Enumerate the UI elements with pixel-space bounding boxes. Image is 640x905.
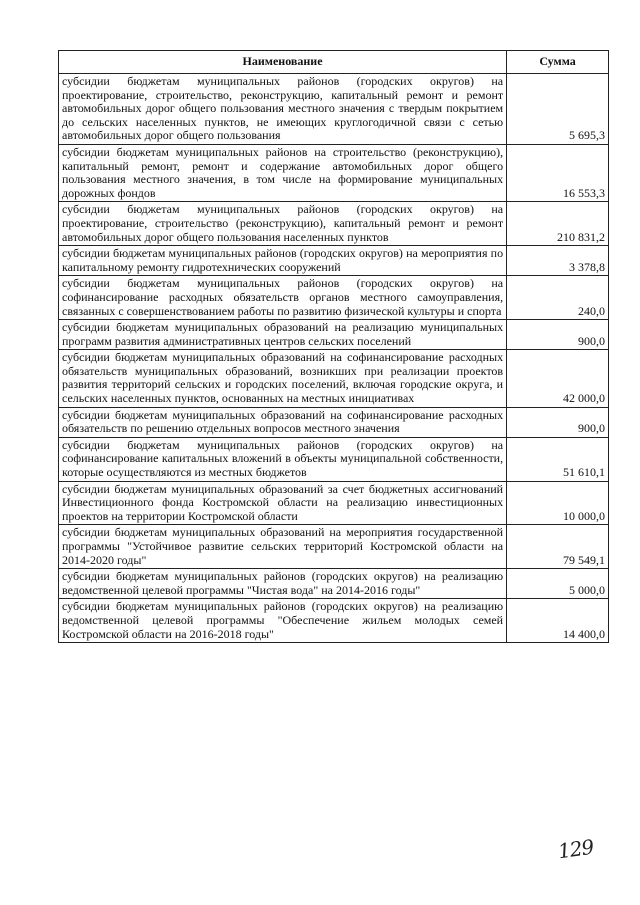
header-name: Наименование [59, 51, 507, 74]
row-name: субсидии бюджетам муниципальных районов (городских округов) на софинансирование расходных обязательств органов местного самоуправления, связанных с совершенствованием работы по развитию физической культуры и спорта [59, 276, 507, 320]
table-row [59, 599, 609, 643]
table-row [59, 525, 609, 569]
row-name: субсидии бюджетам муниципальных образований на мероприятия государственной программы "Устойчивое развитие сельских территорий Костромской области на 2014-2020 годы" [59, 525, 507, 569]
row-name: субсидии бюджетам муниципальных районов (городских округов) на софинансирование капитальных вложений в объекты муниципальной собственности, которые осуществляются из местных бюджетов [59, 437, 507, 481]
row-name: субсидии бюджетам муниципальных образований за счет бюджетных ассигнований Инвестиционного фонда Костромской области на реализацию инвестиционных проектов на территории Костромской области [59, 481, 507, 525]
row-sum: 51 610,1 [507, 437, 609, 481]
table-row [59, 320, 609, 350]
table-row [59, 246, 609, 276]
row-sum: 14 400,0 [507, 599, 609, 643]
row-name: субсидии бюджетам муниципальных районов (городских округов) на проектирование, строительство, реконструкцию, капитальный ремонт и ремонт автомобильных дорог общего пользования местного значения с твердым покрытием до сельских населенных пунктов, не имеющих круглогодичной связи с сетью автомобильных дорог общего пользования [59, 74, 507, 145]
row-sum: 79 549,1 [507, 525, 609, 569]
table-row [59, 407, 609, 437]
row-sum: 16 553,3 [507, 144, 609, 201]
table-row [59, 144, 609, 201]
table-row [59, 74, 609, 145]
row-name: субсидии бюджетам муниципальных образований на софинансирование расходных обязательств по решению отдельных вопросов местного значения [59, 407, 507, 437]
row-sum: 5 000,0 [507, 569, 609, 599]
table-header-row [59, 51, 609, 74]
row-name: субсидии бюджетам муниципальных районов (городских округов) на реализацию ведомственной целевой программы "Обеспечение жильем молодых семей Костромской области на 2016-2018 годы" [59, 599, 507, 643]
table-row [59, 350, 609, 407]
handwritten-page-number: 129 [556, 834, 595, 864]
row-sum: 900,0 [507, 407, 609, 437]
row-name: субсидии бюджетам муниципальных образований на софинансирование расходных обязательств муниципальных образований, возникших при реализации проектов развития территорий сельских и городских поселений, включая городские округа, и сельских населенных пунктов, основанных на местных инициативах [59, 350, 507, 407]
row-name: субсидии бюджетам муниципальных районов (городских округов) на реализацию ведомственной целевой программы "Чистая вода" на 2014-2016 годы" [59, 569, 507, 599]
row-sum: 210 831,2 [507, 202, 609, 246]
row-name: субсидии бюджетам муниципальных образований на реализацию муниципальных программ развития административных центров сельских поселений [59, 320, 507, 350]
row-sum: 10 000,0 [507, 481, 609, 525]
row-sum: 900,0 [507, 320, 609, 350]
table-row [59, 437, 609, 481]
table-row [59, 569, 609, 599]
row-name: субсидии бюджетам муниципальных районов (городских округов) на проектирование, строительство (реконструкцию), капитальный ремонт и ремонт автомобильных дорог общего пользования населенных пунктов [59, 202, 507, 246]
table-row [59, 276, 609, 320]
table-row [59, 481, 609, 525]
row-sum: 3 378,8 [507, 246, 609, 276]
subsidies-table [58, 50, 609, 643]
row-sum: 5 695,3 [507, 74, 609, 145]
row-sum: 240,0 [507, 276, 609, 320]
header-sum: Сумма [507, 51, 609, 74]
row-sum: 42 000,0 [507, 350, 609, 407]
row-name: субсидии бюджетам муниципальных районов (городских округов) на мероприятия по капитальному ремонту гидротехнических сооружений [59, 246, 507, 276]
table-row [59, 202, 609, 246]
row-name: субсидии бюджетам муниципальных районов на строительство (реконструкцию), капитальный ремонт, ремонт и содержание автомобильных дорог общего пользования местного значения, в том числе на формирование муниципальных дорожных фондов [59, 144, 507, 201]
